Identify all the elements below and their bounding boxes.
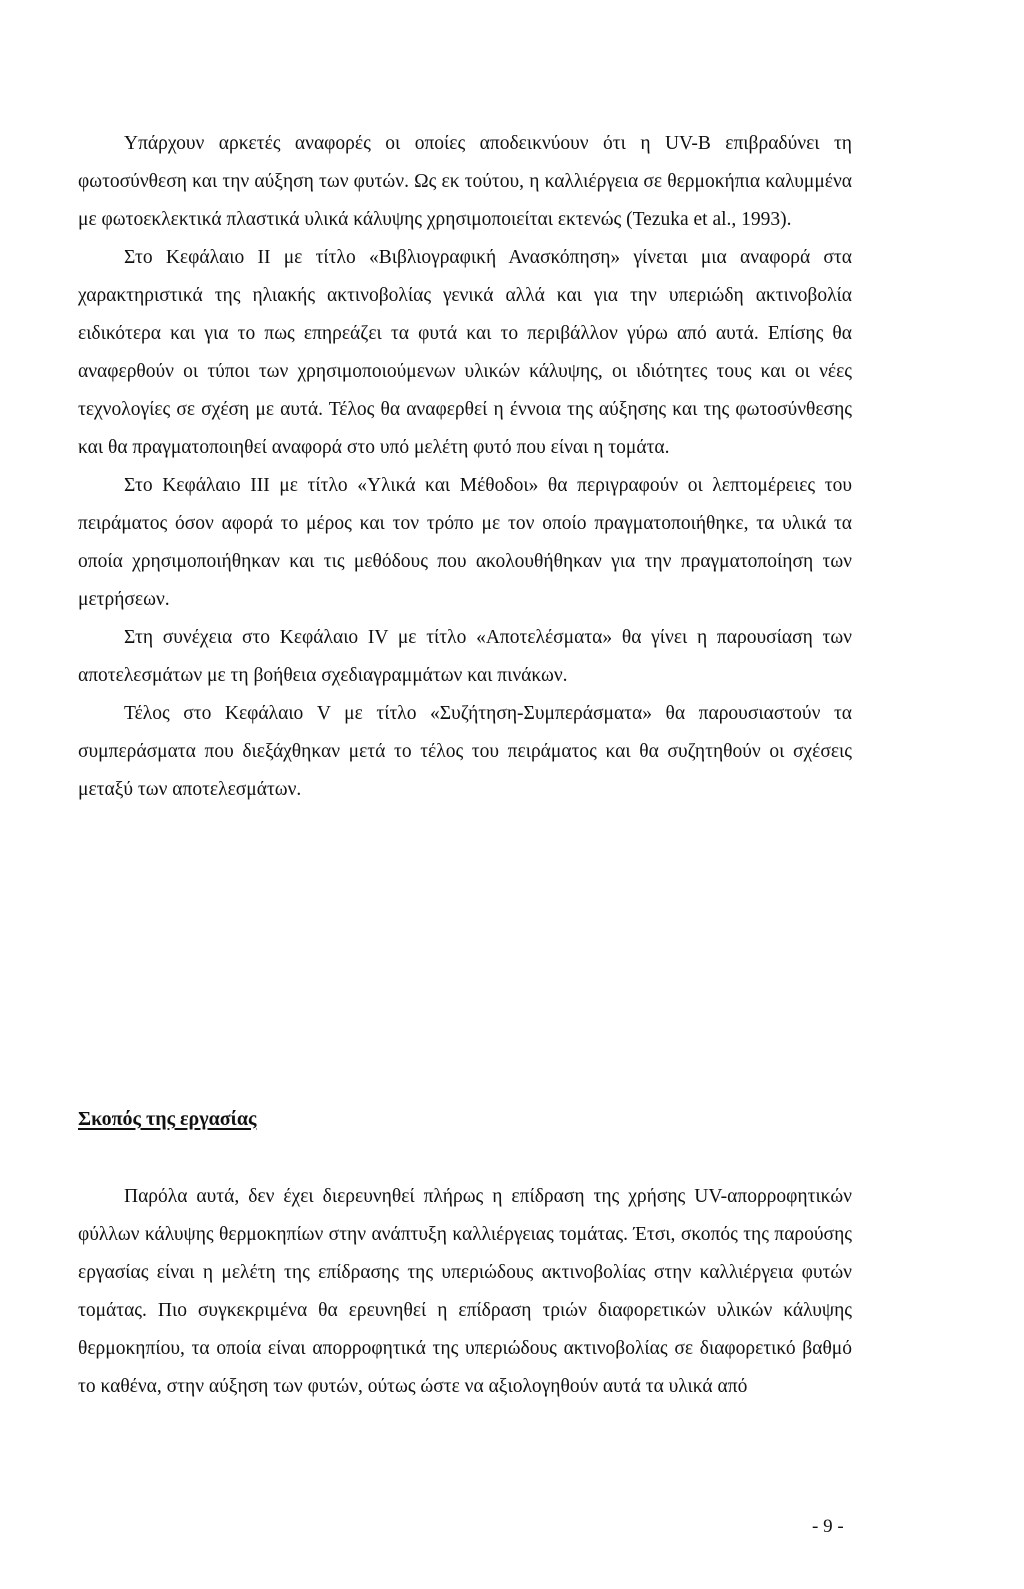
paragraph-chapter-2: Στο Κεφάλαιο ΙΙ με τίτλο «Βιβλιογραφική Ανασκόπηση» γίνεται μια αναφορά στα χαρακτηριστικά της ηλιακής ακτινοβολίας γενικά αλλά και για την υπεριώδη ακτινοβολία ειδικότερα και για το πως επηρεάζει τα φυτά και το περιβάλλον γύρω από αυτά. Επίσης θα αναφερθούν οι τύποι των χρησιμοποιούμενων υλικών κάλυψης, οι ιδιότητες τους και οι νέες τεχνολογίες σε σχέση με αυτά. Τέλος θα αναφερθεί η έννοια της αύξησης και της φωτοσύνθεσης και θα πραγματοποιηθεί αναφορά στο υπό μελέτη φυτό που είναι η τομάτα. [78, 247, 852, 458]
section-title: Σκοπός της εργασίας [78, 1108, 257, 1130]
page-number: - 9 - [812, 1516, 844, 1537]
paragraph-chapter-3: Στο Κεφάλαιο ΙΙΙ με τίτλο «Υλικά και Μέθοδοι» θα περιγραφούν οι λεπτομέρειες του πειράματος όσον αφορά το μέρος και τον τρόπο με τον οποίο πραγματοποιήθηκε, τα υλικά τα οποία χρησιμοποιήθηκαν και τις μεθόδους που ακολουθήθηκαν για την πραγματοποίηση των μετρήσεων. [78, 475, 852, 610]
paragraph-uvb-references: Υπάρχουν αρκετές αναφορές οι οποίες αποδεικνύουν ότι η UV-B επιβραδύνει τη φωτοσύνθεση και την αύξηση των φυτών. Ως εκ τούτου, η καλλιέργεια σε θερμοκήπια καλυμμένα με φωτοεκλεκτικά πλαστικά υλικά κάλυψης χρησιμοποιείται εκτενώς (Tezuka et al., 1993). [78, 133, 852, 230]
paragraph-chapter-4: Στη συνέχεια στο Κεφάλαιο IV με τίτλο «Αποτελέσματα» θα γίνει η παρουσίαση των αποτελεσμάτων με τη βοήθεια σχεδιαγραμμάτων και πινάκων. [78, 627, 852, 686]
document-body [78, 125, 852, 809]
paragraph-aim: Παρόλα αυτά, δεν έχει διερευνηθεί πλήρως η επίδραση της χρήσης UV-απορροφητικών φύλλων κάλυψης θερμοκηπίων στην ανάπτυξη καλλιέργειας τομάτας. Έτσι, σκοπός της παρούσης εργασίας είναι η μελέτη της επίδρασης της υπεριώδους ακτινοβολίας στην καλλιέργεια φυτών τομάτας. Πιο συγκεκριμένα θα ερευνηθεί η επίδραση τριών διαφορετικών υλικών κάλυψης θερμοκηπίου, τα οποία είναι απορροφητικά της υπεριώδους ακτινοβολίας σε διαφορετικό βαθμό το καθένα, στην αύξηση των φυτών, ούτως ώστε να αξιολογηθούν αυτά τα υλικά από [78, 1186, 852, 1397]
section-body [78, 1178, 852, 1406]
paragraph-chapter-5: Τέλος στο Κεφάλαιο V με τίτλο «Συζήτηση-Συμπεράσματα» θα παρουσιαστούν τα συμπεράσματα που διεξάχθηκαν μετά το τέλος του πειράματος και θα συζητηθούν οι σχέσεις μεταξύ των αποτελεσμάτων. [78, 703, 852, 800]
